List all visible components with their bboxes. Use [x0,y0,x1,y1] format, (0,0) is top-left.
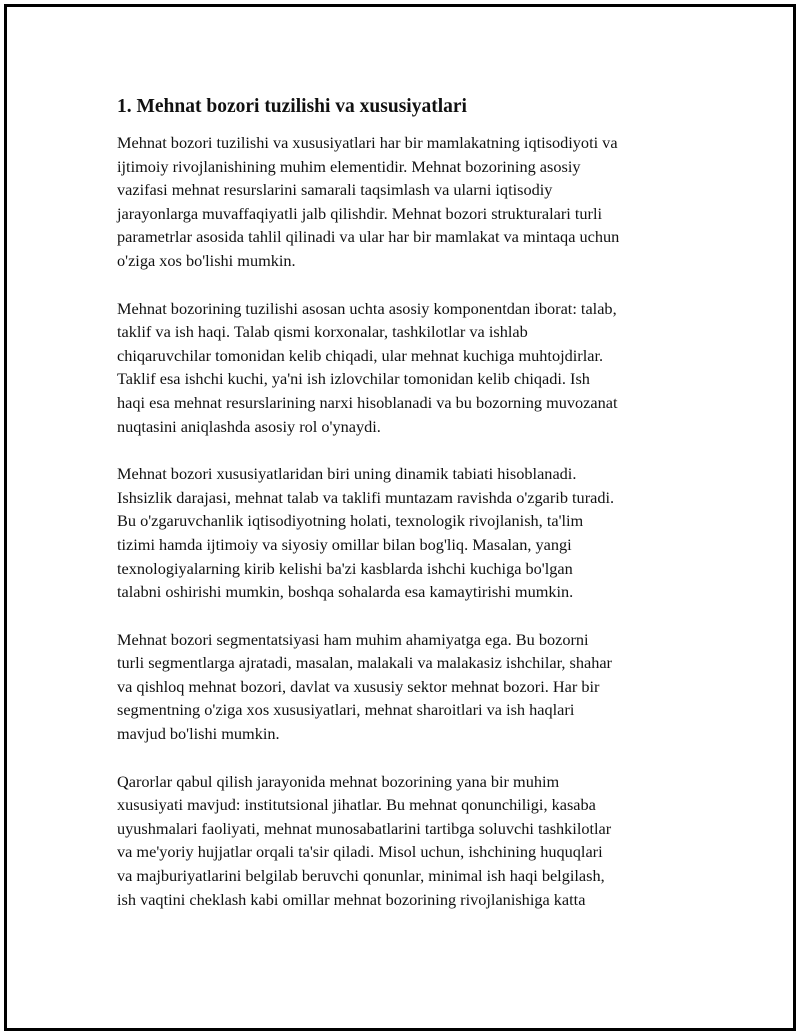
paragraph-line: Mehnat bozorining tuzilishi asosan uchta asosiy komponentdan iborat: talab, [117,298,617,318]
paragraph [117,462,692,604]
paragraph-line: Mehnat bozori tuzilishi va xususiyatlari har bir mamlakatning iqtisodiyoti va [117,133,618,152]
paragraph-line: Mehnat bozori xususiyatlaridan biri uning dinamik tabiati hisoblanadi. [117,464,577,484]
paragraph [117,770,692,912]
paragraph-line: Qarorlar qabul qilish jarayonida mehnat bozorining yana bir muhim [117,771,560,791]
paragraph-line: nuqtasini aniqlashda asosiy rol o'ynaydi. [117,416,381,436]
document-body [117,93,692,935]
paragraph-line: turli segmentlarga ajratadi, masalan, malakali va malakasiz ishchilar, shahar [117,653,612,673]
paragraph [117,131,692,273]
paragraph-line: Taklif esa ishchi kuchi, ya'ni ish izlovchilar tomonidan kelib chiqadi. Ish [117,369,590,389]
paragraph-list [117,131,692,911]
paragraph-line: uyushmalari faoliyati, mehnat munosabatlarini tartibga soluvchi tashkilotlar [117,818,612,838]
paragraph-line: o'ziga xos bo'lishi mumkin. [117,250,296,270]
paragraph-line: texnologiyalarning kirib kelishi ba'zi kasblarda ishchi kuchiga bo'lgan [117,558,573,578]
paragraph-line: xususiyati mavjud: institutsional jihatlar. Bu mehnat qonunchiligi, kasaba [117,795,596,815]
paragraph-line: segmentning o'ziga xos xususiyatlari, mehnat sharoitlari va ish haqlari [117,700,575,720]
paragraph-line: ish vaqtini cheklash kabi omillar mehnat bozorining rivojlanishiga katta [117,889,586,909]
paragraph-line: talabni oshirishi mumkin, boshqa sohalarda esa kamaytirishi mumkin. [117,582,574,602]
paragraph-line: va majburiyatlarini belgilab beruvchi qonunlar, minimal ish haqi belgilash, [117,866,605,886]
section-heading: 1. Mehnat bozori tuzilishi va xususiyatlari [117,96,467,117]
paragraph-line: chiqaruvchilar tomonidan kelib chiqadi, ular mehnat kuchiga muhtojdirlar. [117,345,604,365]
paragraph-line: va qishloq mehnat bozori, davlat va xususiy sektor mehnat bozori. Har bir [117,676,600,696]
paragraph-line: vazifasi mehnat resurslarini samarali taqsimlash va ularni iqtisodiy [117,180,553,200]
paragraph-line: ijtimoiy rivojlanishining muhim elementidir. Mehnat bozorining asosiy [117,156,581,176]
paragraph-line: tizimi hamda ijtimoiy va siyosiy omillar bilan bog'liq. Masalan, yangi [117,534,572,554]
paragraph [117,297,692,439]
paragraph-line: Mehnat bozori segmentatsiyasi ham muhim ahamiyatga ega. Bu bozorni [117,629,589,649]
paragraph-line: Bu o'zgaruvchanlik iqtisodiyotning holati, texnologik rivojlanish, ta'lim [117,511,584,531]
paragraph-line: taklif va ish haqi. Talab qismi korxonalar, tashkilotlar va ishlab [117,322,528,342]
paragraph-line: mavjud bo'lishi mumkin. [117,724,280,744]
paragraph-line: parametrlar asosida tahlil qilinadi va ular har bir mamlakat va mintaqa uchun [117,227,620,247]
paragraph-line: va me'yoriy hujjatlar orqali ta'sir qiladi. Misol uchun, ishchining huquqlari [117,842,603,862]
paragraph [117,628,692,746]
paragraph-line: jarayonlarga muvaffaqiyatli jalb qilishdir. Mehnat bozori strukturalari turli [117,203,602,223]
paragraph-line: Ishsizlik darajasi, mehnat talab va taklifi muntazam ravishda o'zgarib turadi. [117,487,615,507]
paragraph-line: haqi esa mehnat resurslarining narxi hisoblanadi va bu bozorning muvozanat [117,392,618,412]
